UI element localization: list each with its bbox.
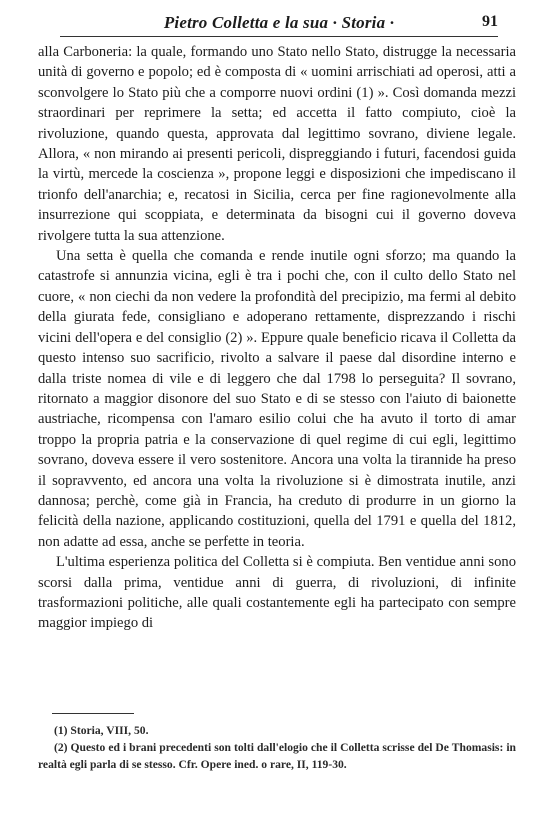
running-title: Pietro Colletta e la sua · Storia · (163, 13, 395, 32)
main-text (38, 42, 516, 634)
paragraph-2: Una setta è quella che comanda e rende inutile ogni sforzo; ma quando la catastrofe si annunzia vicina, egli è tra i pochi che, con il culto dello Stato nel cuore, « non ciechi da non vedere la profondità del precipizio, ma fermi al debito della giurata fede, consigliano e adoperano rettamente, disprezzando i rischi vicini dell'opera e del consiglio (2) ». Eppure quale beneficio ricava il Colletta da questo intenso suo sacrificio, rivolto a salvare il paese dal disordine interno e dalla triste nomea di vile e di leggero che dal 1798 lo perseguita? Il sovrano, ritornato a maggior disonore del suo Stato e di se stesso con l'aiuto di baionette austriache, ricompensa con l'amaro esilio colui che ha avuto il torto di amar troppo la propria patria e la conservazione di quel regime di cui egli, legittimo sovrano, doveva essere il vero sostenitore. Ancora una volta la tirannide ha preso il sopravvento, ed ancora una volta la rivoluzione si è dimostrata inutile, anzi dannosa; perchè, come già in Francia, ha creduto di produrre in un giorno la felicità della nazione, applicando costituzioni, quella del 1791 e quella del 1812, non adatte ad essa, anche se perfette in teoria. (38, 248, 516, 550)
footnote-2: (2) Questo ed i brani precedenti son tolti dall'elogio che il Colletta scrisse del De Thomasis: in realtà egli parla di se stesso. Cfr. Opere ined. o rare, II, 119-30. (38, 741, 516, 771)
paragraph-3: L'ultima esperienza politica del Colletta si è compiuta. Ben ventidue anni sono scorsi dalla prima, ventidue anni di guerra, di rivoluzioni, di infinite trasformazioni politiche, alle quali costantemente egli ha partecipato con sempre maggior impiego di (38, 554, 516, 632)
footnote-1: (1) Storia, VIII, 50. (54, 724, 149, 737)
page-header (60, 6, 498, 37)
page-number: 91 (482, 13, 498, 30)
footnote-divider (52, 713, 134, 714)
paragraph-1: alla Carboneria: la quale, formando uno Stato nello Stato, distrugge la necessaria unità di governo e popolo; ed è composta di « uomini arrischiati ad operosi, atti a sconvolgere lo Stato più che a comporre nuovi ordini (1) ». Così domanda mezzi straordinari per reprimere la setta; ed accetta il fatto compiuto, cioè la rivoluzione, quando questa, approvata dal legittimo sovrano, diviene legale. Allora, « non mirando ai presenti pericoli, dispreggiando i futuri, facendosi guida la virtù, mercede la coscienza », propone leggi e disposizioni che impediscano il trionfo dell'anarchia; e, recatosi in Sicilia, cerca per fine ragionevolmente alla insurrezione qui scoppiata, e determinata da bisogni cui il governo doveva rivolgere tutta la sua attenzione. (38, 44, 516, 244)
footnotes (38, 722, 516, 773)
